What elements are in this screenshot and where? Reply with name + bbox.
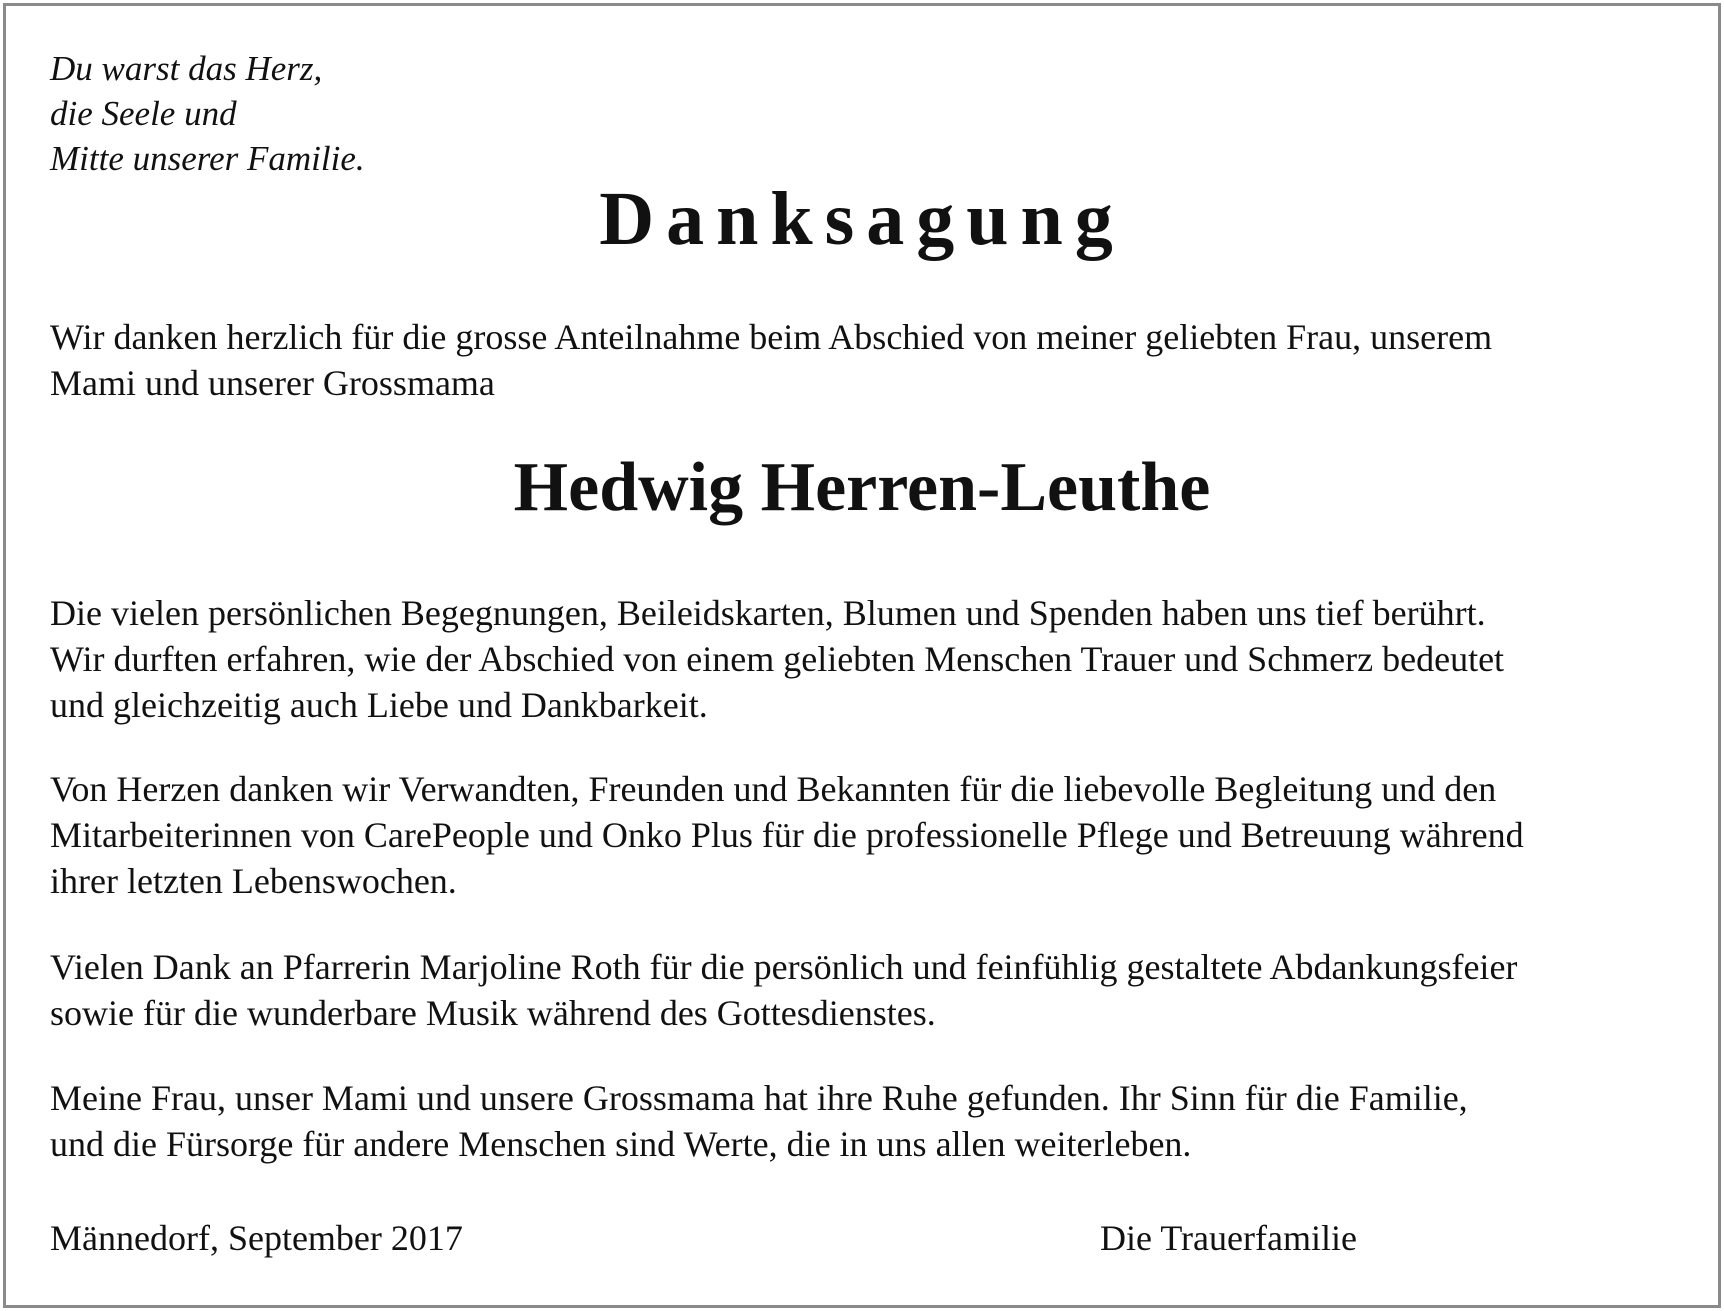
paragraph-line: und gleichzeitig auch Liebe und Dankbarkeit. — [50, 685, 708, 725]
poem-line: Mitte unserer Familie. — [50, 139, 365, 178]
deceased-name: Hedwig Herren-Leuthe — [513, 449, 1211, 526]
place-date: Männedorf, September 2017 — [50, 1218, 463, 1258]
paragraph-line: Die vielen persönlichen Begegnungen, Beileidskarten, Blumen und Spenden haben uns tief berührt. — [50, 593, 1486, 633]
paragraph-thanks-relatives — [50, 766, 1524, 904]
paragraph-thanks-encounters — [50, 590, 1504, 728]
paragraph-line: Von Herzen danken wir Verwandten, Freunden und Bekannten für die liebevolle Begleitung und den — [50, 769, 1497, 809]
signature: Die Trauerfamilie — [1100, 1218, 1357, 1258]
poem-verse — [50, 46, 365, 181]
poem-line: Du warst das Herz, — [50, 49, 323, 88]
intro-line: Mami und unserer Grossmama — [50, 363, 495, 403]
paragraph-line: sowie für die wunderbare Musik während des Gottesdienstes. — [50, 993, 936, 1033]
paragraph-line: und die Fürsorge für andere Menschen sind Werte, die in uns allen weiterleben. — [50, 1124, 1192, 1164]
intro-line: Wir danken herzlich für die grosse Anteilnahme beim Abschied von meiner geliebten Frau, unserem — [50, 317, 1493, 357]
intro-text — [50, 314, 1690, 406]
paragraph-thanks-pastor — [50, 944, 1517, 1036]
paragraph-line: Meine Frau, unser Mami und unsere Grossmama hat ihre Ruhe gefunden. Ihr Sinn für die Familie, — [50, 1078, 1468, 1118]
poem-line: die Seele und — [50, 94, 237, 133]
notice-title: Danksagung — [599, 177, 1125, 261]
paragraph-closing — [50, 1075, 1468, 1167]
paragraph-line: ihrer letzten Lebenswochen. — [50, 861, 457, 901]
obituary-notice — [3, 3, 1721, 1308]
paragraph-line: Wir durften erfahren, wie der Abschied von einem geliebten Menschen Trauer und Schmerz bedeutet — [50, 639, 1505, 679]
paragraph-line: Vielen Dank an Pfarrerin Marjoline Roth für die persönlich und feinfühlig gestaltete Abdankungsfeier — [50, 947, 1518, 987]
paragraph-line: Mitarbeiterinnen von CarePeople und Onko Plus für die professionelle Pflege und Betreuung während — [50, 815, 1524, 855]
